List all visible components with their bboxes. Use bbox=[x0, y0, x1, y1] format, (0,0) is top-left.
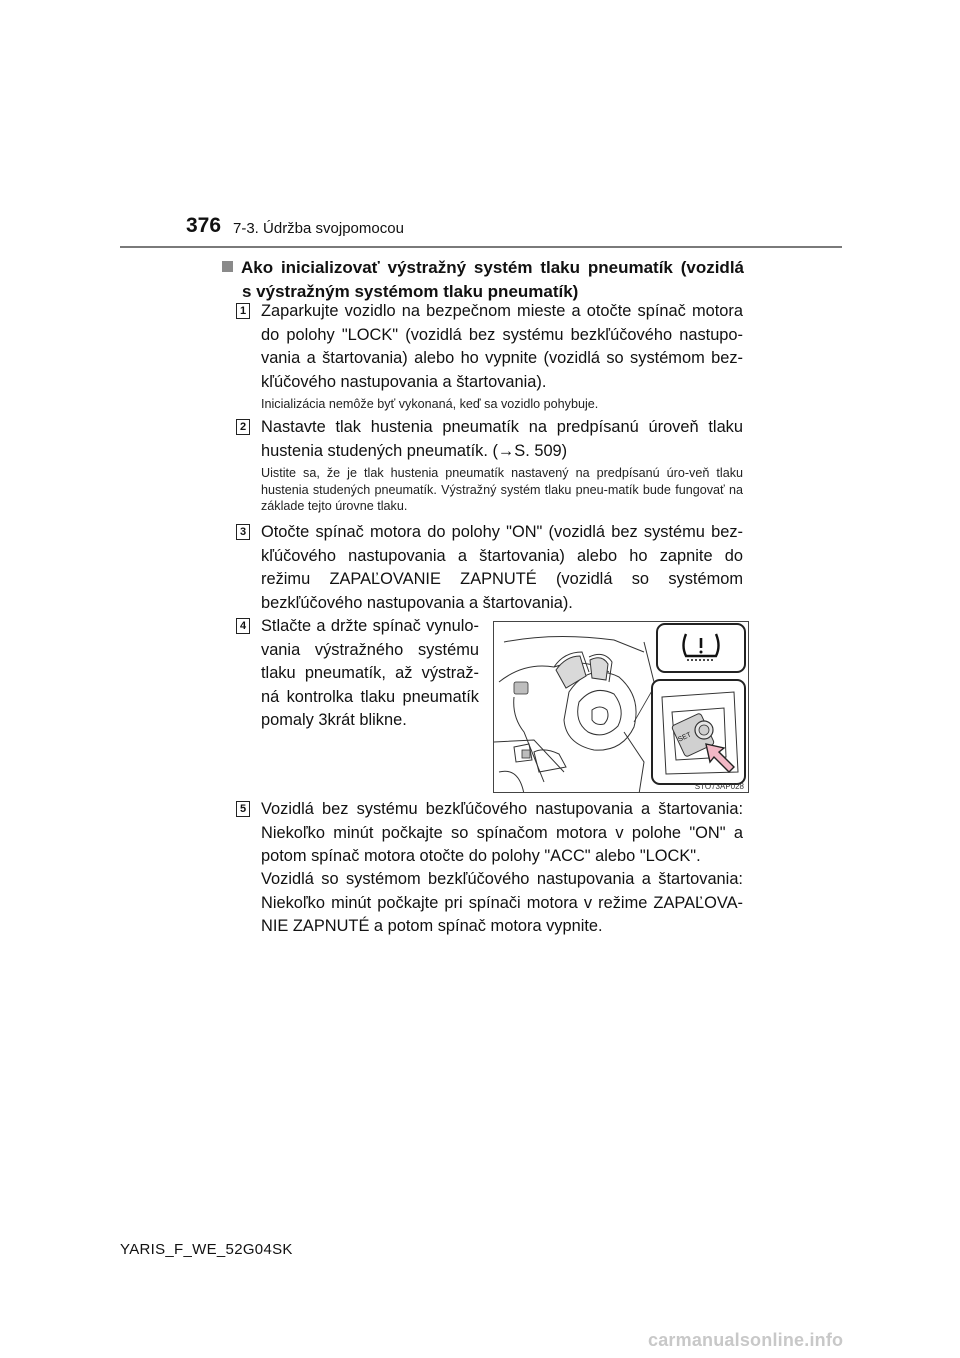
step-2-note: Uistite sa, že je tlak hustenia pneumatík nastavený na predpísanú úro-veň tlaku hustenia studených pneumatík. Výstražný systém tlaku pneu-matík bude fungovať na základe tejto úrovne tlaku. bbox=[261, 466, 743, 513]
step-5-text-a: Vozidlá bez systému bezkľúčového nastupovania a štartovania: Niekoľko minút počkajte so spínačom motora v polohe "ON" a potom spínač motora otočte do polohy "ACC" alebo "LOCK". bbox=[261, 800, 743, 865]
tire-pressure-warning-icon bbox=[678, 630, 724, 664]
header-divider bbox=[120, 246, 842, 248]
bullet-square-icon bbox=[222, 261, 233, 272]
illustration-code: STO73AP028 bbox=[694, 782, 744, 791]
step-3-text: Otočte spínač motora do polohy "ON" (vozidlá bez systému bez-kľúčového nastupovania a štartovania) alebo ho zapnite do režimu ZAPAĽOVANIE ZAPNUTÉ (vozidlá so systémom bezkľúčového nastupovania a štartovania). bbox=[261, 523, 743, 612]
step-number-2: 2 bbox=[236, 419, 250, 435]
press-arrow-icon bbox=[702, 740, 738, 776]
step-1-text: Zaparkujte vozidlo na bezpečnom mieste a otočte spínač motora do polohy "LOCK" (vozidlá bez systému bezkľúčového nastupo-vania a štartovania) alebo ho vypnite (vozidlá so systémom bez-kľúčového nastupovania a štartovania). bbox=[261, 302, 743, 391]
step-1-note: Inicializácia nemôže byť vykonaná, keď sa vozidlo pohybuje. bbox=[261, 397, 599, 411]
step-number-4: 4 bbox=[236, 618, 250, 634]
step-4-text: Stlačte a držte spínač vynulo-vania výstražného systému tlaku pneumatík, až výstraž-ná kontrolka tlaku pneumatík pomaly 3krát blikne. bbox=[261, 617, 479, 729]
step-2-text: Nastavte tlak hustenia pneumatík na predpísanú úroveň tlaku hustenia studených pneumatík. (→S. 509) bbox=[261, 418, 743, 460]
heading-line-2: s výstražným systémom tlaku pneumatík) bbox=[242, 282, 579, 301]
heading-line-1: Ako inicializovať výstražný systém tlaku pneumatík (vozidlá bbox=[241, 258, 744, 277]
section-title: 7-3. Údržba svojpomocou bbox=[233, 220, 404, 237]
footer-model-code: YARIS_F_WE_52G04SK bbox=[120, 1241, 293, 1258]
switch-label: SET bbox=[677, 731, 693, 744]
procedure-heading bbox=[222, 256, 744, 304]
watermark: carmanualsonline.info bbox=[648, 1330, 844, 1350]
page-number: 376 bbox=[186, 214, 222, 237]
step-number-1: 1 bbox=[236, 303, 250, 319]
step-5-text-b: Vozidlá so systémom bezkľúčového nastupovania a štartovania: Niekoľko minút počkajte pri spínači motora v režime ZAPAĽOVA-NIE ZAPNUTÉ a potom spínač motora vypnite. bbox=[261, 870, 743, 935]
tire-pressure-reset-illustration bbox=[493, 621, 749, 793]
step-number-3: 3 bbox=[236, 524, 250, 540]
step-number-5: 5 bbox=[236, 801, 250, 817]
